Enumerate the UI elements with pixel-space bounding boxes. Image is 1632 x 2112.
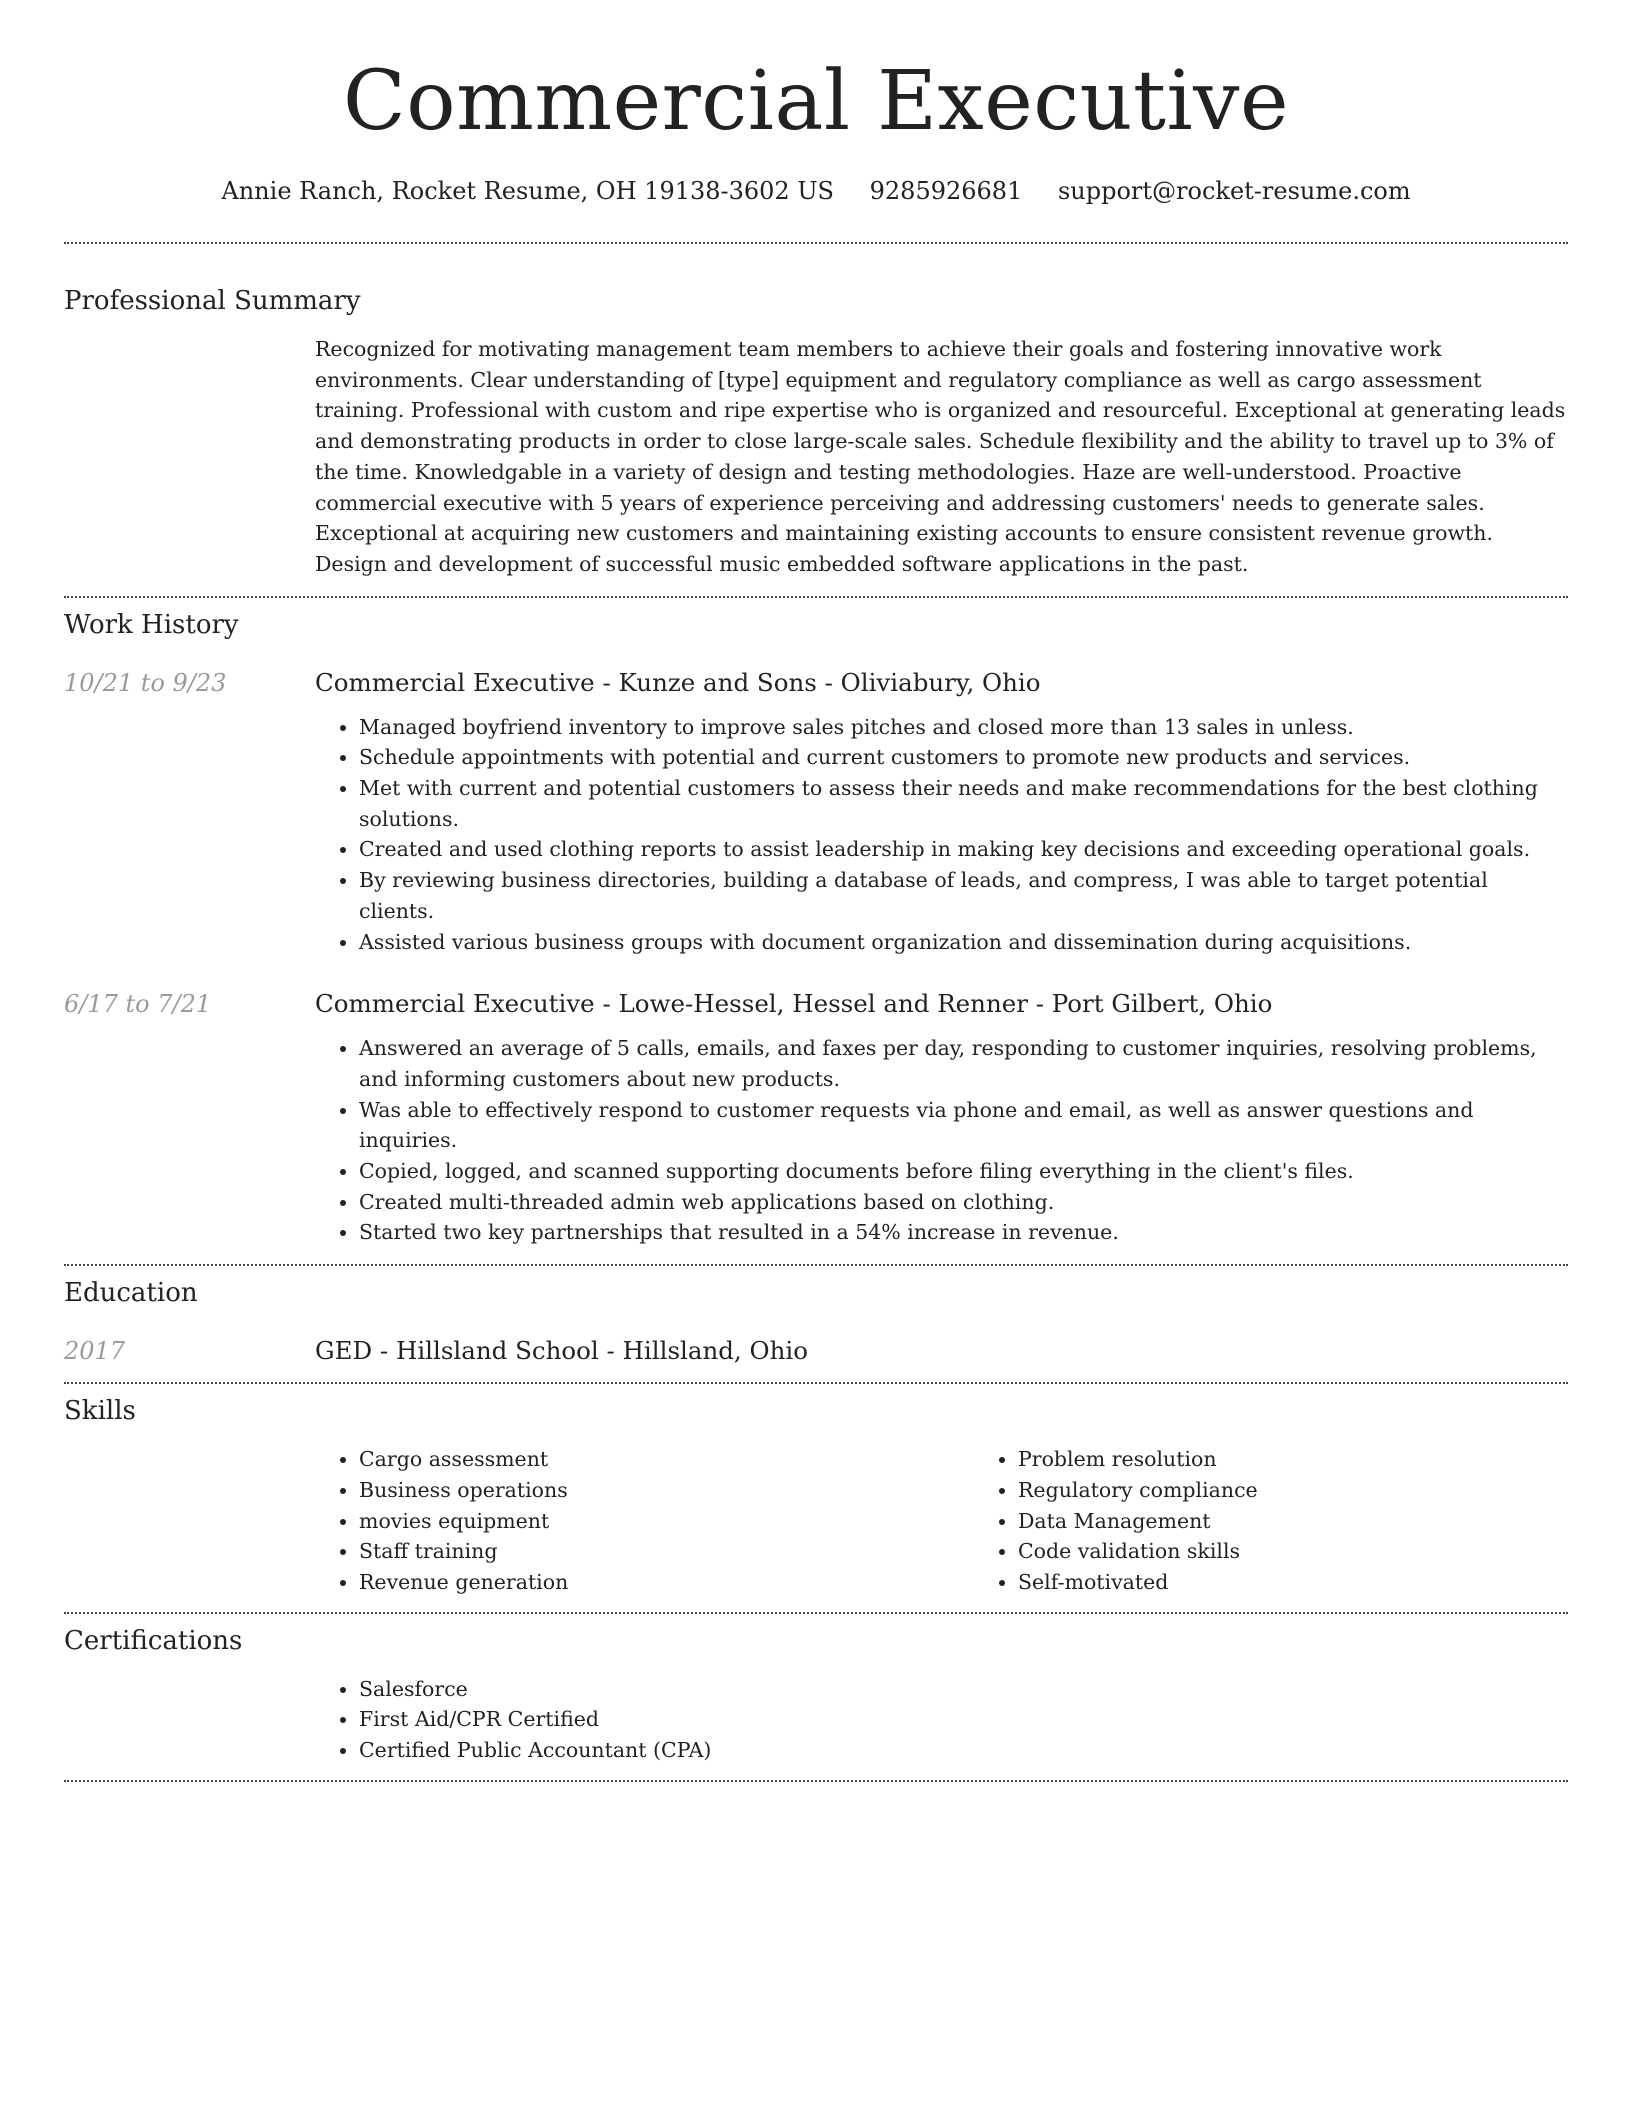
section-divider (64, 596, 1568, 598)
summary-title: Professional Summary (64, 286, 361, 316)
certifications-section (64, 1624, 1568, 1766)
skills-list-right (974, 1444, 1632, 1598)
list-item: • Started two key partnerships that resulted in a 54% increase in revenue. (359, 1217, 1568, 1248)
summary-section (64, 284, 1568, 580)
skill-item: • Code validation skills (1018, 1536, 1632, 1567)
section-divider (64, 1264, 1568, 1266)
list-item: • Answered an average of 5 calls, emails, and faxes per day, responding to customer inquiries, resolving problems, and informing customers about new products. (359, 1033, 1568, 1094)
list-item: • Schedule appointments with potential and current customers to promote new products and services. (359, 742, 1568, 773)
section-divider (64, 1382, 1568, 1384)
job-bullets (315, 712, 1568, 958)
education-entry (64, 1334, 1568, 1368)
list-item: • Met with current and potential customers to assess their needs and make recommendations for the best clothing solutions. (359, 773, 1568, 834)
skill-item: • Data Management (1018, 1506, 1632, 1537)
list-item: • Assisted various business groups with document organization and dissemination during acquisitions. (359, 927, 1568, 958)
certification-item: • Salesforce (359, 1674, 1568, 1705)
education-title: Education (64, 1278, 198, 1309)
list-item: • Created and used clothing reports to assist leadership in making key decisions and exceeding operational goals. (359, 834, 1568, 865)
list-item: • Managed boyfriend inventory to improve sales pitches and closed more than 13 sales in unless. (359, 712, 1568, 743)
skills-title: Skills (64, 1396, 136, 1427)
work-history-section (64, 608, 1568, 1249)
certifications-title: Certifications (64, 1625, 243, 1656)
summary-text: Recognized for motivating management team members to achieve their goals and fostering innovative work environments. Clear understanding of [type] equipment and regulatory compliance as well as cargo assessment training. Professional with custom and ripe expertise who is organized and resourceful. Exceptional at generating leads and demonstrating products in order to close large-scale sales. Schedule flexibility and the ability to travel up to 3% of the time. Knowledgable in a variety of design and testing methodologies. Haze are well-understood. Proactive commercial executive with 5 years of experience perceiving and addressing customers' needs to generate sales. Exceptional at acquiring new customers and maintaining existing accounts to ensure consistent revenue growth. Design and development of successful music embedded software applications in the past. (315, 337, 1566, 576)
skill-item: • Problem resolution (1018, 1444, 1632, 1475)
work-history-title: Work History (64, 609, 239, 640)
education-section (64, 1276, 1568, 1368)
skill-item: • Revenue generation (359, 1567, 974, 1598)
job-dates: 6/17 to 7/21 (64, 990, 212, 1019)
job-heading: Commercial Executive - Kunze and Sons - Oliviabury, Ohio (315, 667, 1041, 697)
education-dates: 2017 (64, 1337, 126, 1366)
section-divider (64, 1612, 1568, 1614)
skills-section (64, 1394, 1568, 1598)
resume-page (64, 0, 1568, 1782)
job-heading: Commercial Executive - Lowe-Hessel, Hessel and Renner - Port Gilbert, Ohio (315, 989, 1273, 1019)
skill-item: • Staff training (359, 1536, 974, 1567)
section-divider (64, 1780, 1568, 1782)
skill-item: • Cargo assessment (359, 1444, 974, 1475)
certification-item: • First Aid/CPR Certified (359, 1704, 1568, 1735)
job-entry (64, 987, 1568, 1248)
section-divider (64, 242, 1568, 244)
contact-phone: 9285926681 (869, 177, 1023, 205)
contact-info (64, 174, 1568, 208)
skill-item: • Regulatory compliance (1018, 1475, 1632, 1506)
skill-item: • Self-motivated (1018, 1567, 1632, 1598)
job-dates: 10/21 to 9/23 (64, 668, 227, 697)
list-item: • Copied, logged, and scanned supporting documents before filing everything in the client's files. (359, 1156, 1568, 1187)
skill-item: • Business operations (359, 1475, 974, 1506)
list-item: • Was able to effectively respond to customer requests via phone and email, as well as answer questions and inquiries. (359, 1095, 1568, 1156)
certification-item: • Certified Public Accountant (CPA) (359, 1735, 1568, 1766)
education-heading: GED - Hillsland School - Hillsland, Ohio (315, 1336, 808, 1366)
list-item: • Created multi-threaded admin web applications based on clothing. (359, 1187, 1568, 1218)
skills-list-left (315, 1444, 974, 1598)
resume-name: Commercial Executive (342, 54, 1290, 149)
certifications-list (315, 1674, 1568, 1766)
list-item: • By reviewing business directories, building a database of leads, and compress, I was able to target potential clients. (359, 865, 1568, 926)
contact-email: support@rocket-resume.com (1057, 177, 1411, 205)
contact-address: Annie Ranch, Rocket Resume, OH 19138-3602 US (221, 177, 834, 205)
job-bullets (315, 1033, 1568, 1248)
skill-item: • movies equipment (359, 1506, 974, 1537)
job-entry (64, 666, 1568, 958)
